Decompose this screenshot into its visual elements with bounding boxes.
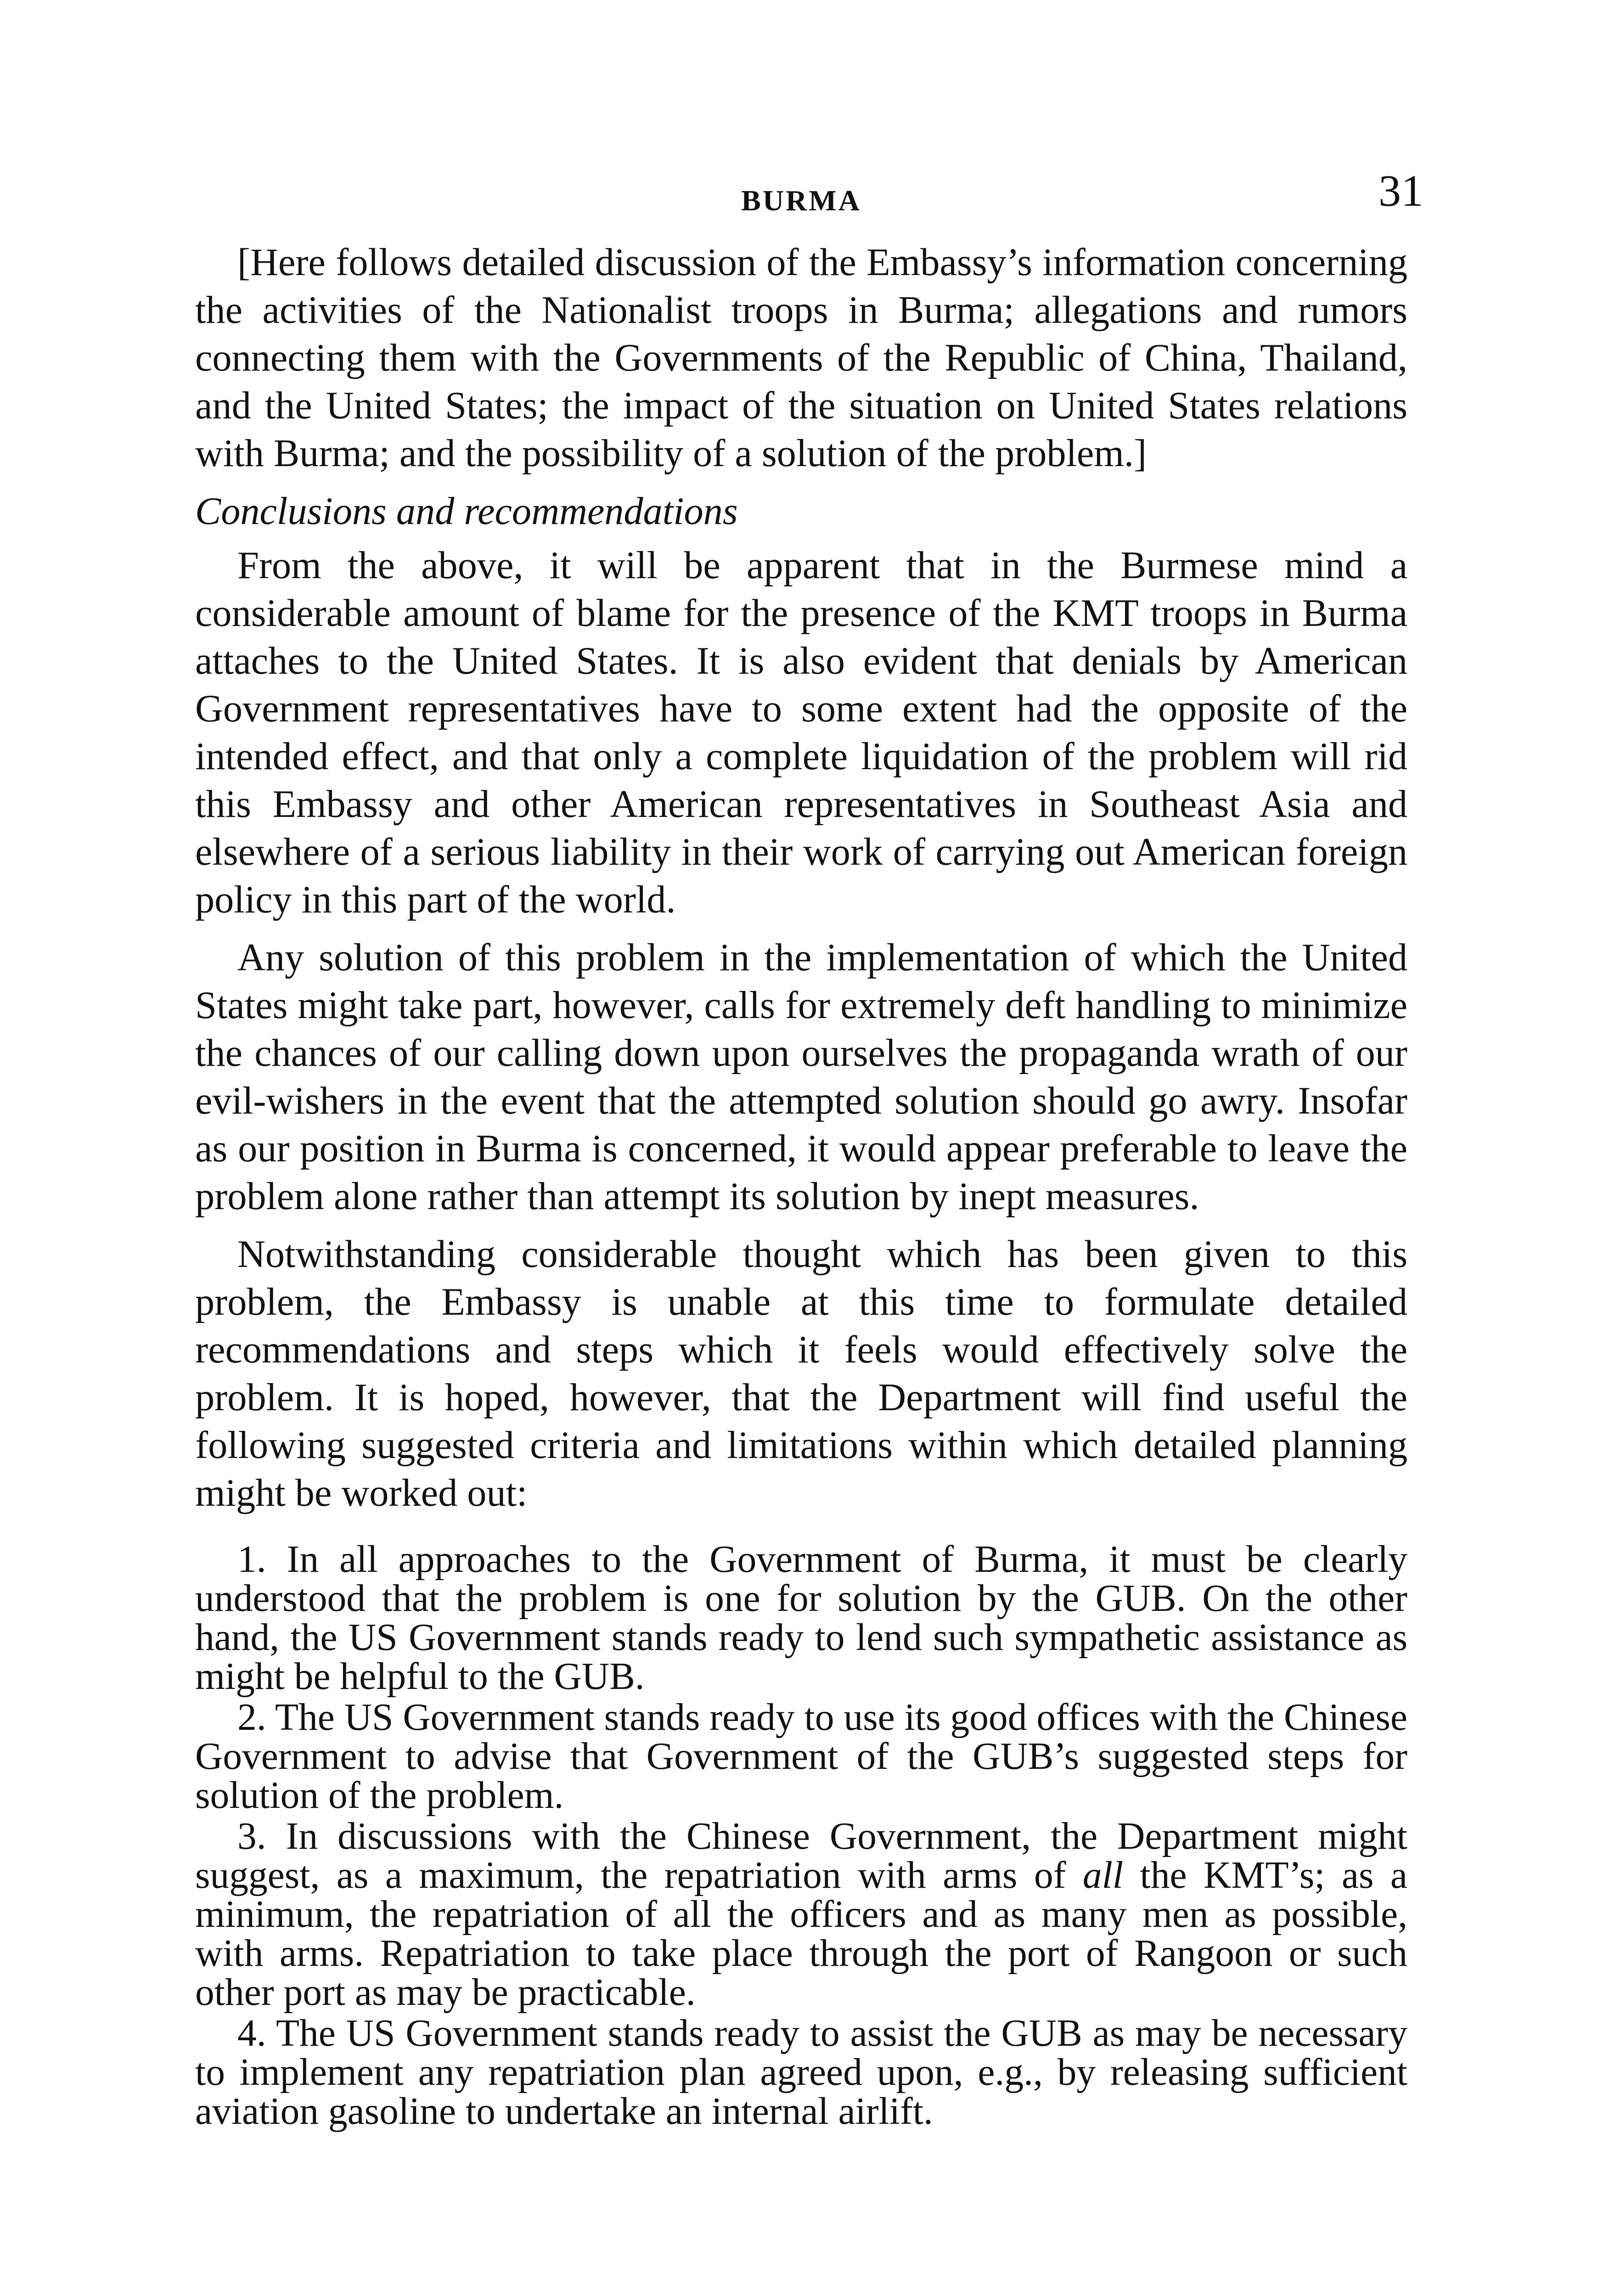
list-item-3-text-after: the KMT’s; as a minimum, the repatriation of all the officers and as many men as possible, with arms. Repatriation to take place through the port of Rangoon or such other port as may be practicable. [195, 1854, 1407, 2014]
page-number: 31 [1379, 166, 1424, 216]
paragraph-criteria-intro: Notwithstanding considerable thought which has been given to this problem, the Embassy is unable at this time to formulate detailed recommendations and steps which it feels would effectively solve the problem. It is hoped, however, that the Department will find useful the following suggested criteria and limitations within which detailed planning might be worked out: [195, 1233, 1407, 1514]
list-item-4: 4. The US Government stands ready to assist the GUB as may be necessary to implement any repatriation plan agreed upon, e.g., by releasing sufficient aviation gasoline to undertake an internal airlift. [195, 2012, 1407, 2133]
document-page [195, 165, 1424, 2133]
intro-editorial-note: [Here follows detailed discussion of the Embassy’s information concerning the activities of the Nationalist troops in Burma; allegations and rumors connecting them with the Governments of the Republic of China, Thailand, and the United States; the impact of the situation on United States relations with Burma; and the possibility of a solution of the problem.] [195, 241, 1407, 475]
section-heading: Conclusions and recommendations [195, 490, 738, 533]
paragraph-solution-handling: Any solution of this problem in the implementation of which the United States might take part, however, calls for extremely deft handling to minimize the chances of our calling down upon ourselves the propaganda wrath of our evil-wishers in the event that the attempted solution should go awry. Insofar as our position in Burma is concerned, it would appear preferable to leave the problem alone rather than attempt its solution by inept measures. [195, 936, 1407, 1218]
list-item-3-text-before: 3. In discussions with the Chinese Government, the Department might suggest, as a maximum, the repatriation with arms of [195, 1815, 1407, 1896]
list-item-3-italic-emphasis: all [1082, 1854, 1124, 1896]
list-item-1: 1. In all approaches to the Government of Burma, it must be clearly understood that the problem is one for solution by the GUB. On the other hand, the US Government stands ready to lend such sympathetic assistance as might be helpful to the GUB. [195, 1538, 1407, 1698]
paragraph-blame: From the above, it will be apparent that in the Burmese mind a considerable amount of blame for the presence of the KMT troops in Burma attaches to the United States. It is also evident that denials by American Government representatives have to some extent had the opposite of the intended effect, and that only a complete liquidation of the problem will rid this Embassy and other American representatives in Southeast Asia and elsewhere of a serious liability in their work of carrying out American foreign policy in this part of the world. [195, 544, 1407, 921]
list-item-2: 2. The US Government stands ready to use its good offices with the Chinese Government to advise that Government of the GUB’s suggested steps for solution of the problem. [195, 1696, 1407, 1817]
list-item-3 [195, 1817, 1407, 2012]
running-head [195, 165, 1424, 217]
running-title: BURMA [741, 184, 861, 217]
numbered-list [195, 1540, 1407, 2131]
